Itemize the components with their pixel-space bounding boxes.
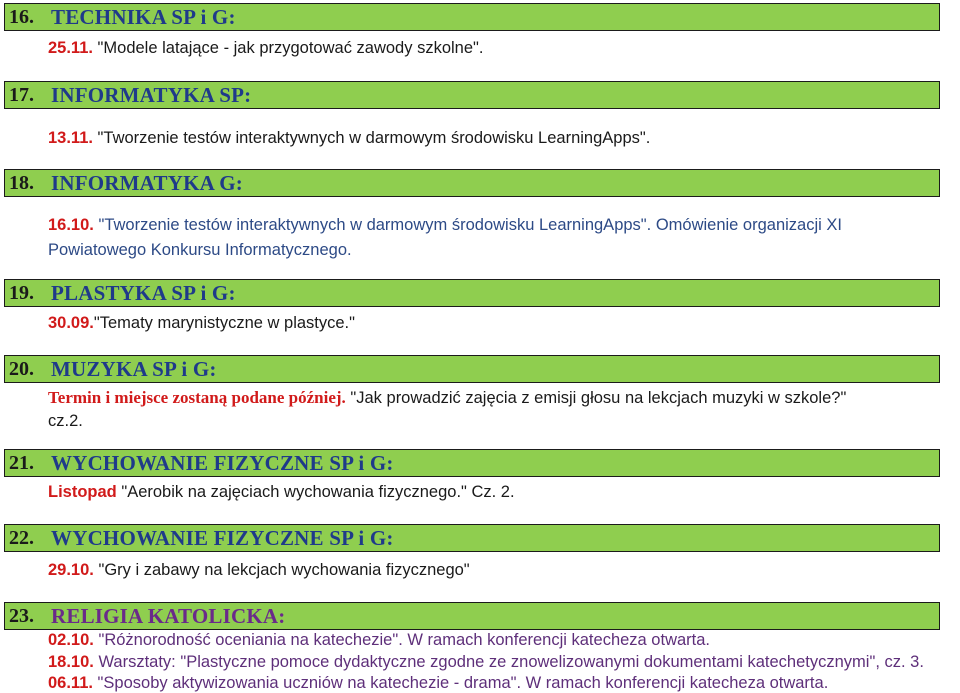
entry-continuation: cz.2.: [48, 412, 83, 430]
section-header-religia: [4, 602, 940, 630]
section-title: RELIGIA KATOLICKA:: [51, 603, 286, 628]
section-header-muzyka: [4, 355, 940, 383]
entry-date: 02.10.: [48, 631, 94, 649]
entry-line: [48, 560, 470, 580]
section-number: 20.: [9, 357, 34, 380]
section-number: 23.: [9, 604, 34, 627]
section-header-informatyka-g: [4, 169, 940, 197]
entry-date: 18.10.: [48, 653, 94, 671]
entry-line: [48, 630, 710, 650]
section-number: 21.: [9, 451, 34, 474]
section-header-plastyka: [4, 279, 940, 307]
section-header-technika: [4, 3, 940, 31]
entry-date: Termin i miejsce zostaną podane później.: [48, 388, 346, 407]
entry-line: [48, 482, 515, 502]
section-header-wf-2: [4, 524, 940, 552]
entry-line: [48, 215, 842, 235]
entry-text: "Tematy marynistyczne w plastyce.": [93, 314, 355, 332]
entry-date: 16.10.: [48, 216, 94, 234]
entry-line: [48, 673, 828, 693]
entry-text: "Tworzenie testów interaktywnych w darmowym środowisku LearningApps".: [92, 129, 651, 147]
entry-date: Listopad: [48, 483, 117, 501]
entry-text: "Różnorodność oceniania na katechezie". W ramach konferencji katecheza otwarta.: [93, 631, 710, 649]
section-title: INFORMATYKA SP:: [51, 82, 252, 107]
entry-line: [48, 652, 924, 672]
entry-text: "Aerobik na zajęciach wychowania fizycznego." Cz. 2.: [116, 483, 515, 501]
section-title: MUZYKA SP i G:: [51, 356, 217, 381]
section-header-informatyka-sp: [4, 81, 940, 109]
section-number: 22.: [9, 526, 34, 549]
section-number: 19.: [9, 281, 34, 304]
entry-date: 29.10.: [48, 561, 94, 579]
entry-date: 13.11.: [48, 129, 93, 147]
section-number: 16.: [9, 5, 34, 28]
entry-text: Warsztaty: "Plastyczne pomoce dydaktyczne zgodne ze znowelizowanymi dokumentami katechetycznymi", cz. 3.: [93, 653, 924, 671]
entry-date: 06.11.: [48, 674, 93, 692]
entry-text: "Sposoby aktywizowania uczniów na katechezie - drama". W ramach konferencji katecheza otwarta.: [92, 674, 829, 692]
entry-date: 30.09.: [48, 314, 94, 332]
entry-line: [48, 128, 650, 148]
entry-line: [48, 313, 355, 333]
entry-text: "Jak prowadzić zajęcia z emisji głosu na lekcjach muzyki w szkole?": [345, 389, 847, 407]
entry-date: 25.11.: [48, 39, 93, 57]
section-title: WYCHOWANIE FIZYCZNE SP i G:: [51, 450, 394, 475]
section-header-wf-1: [4, 449, 940, 477]
section-title: TECHNIKA SP i G:: [51, 4, 236, 29]
section-title: PLASTYKA SP i G:: [51, 280, 236, 305]
section-title: INFORMATYKA G:: [51, 170, 243, 195]
entry-line: [48, 38, 483, 58]
entry-continuation: Powiatowego Konkursu Informatycznego.: [48, 241, 352, 259]
entry-text: "Modele latające - jak przygotować zawody szkolne".: [92, 39, 484, 57]
section-title: WYCHOWANIE FIZYCZNE SP i G:: [51, 525, 394, 550]
section-number: 18.: [9, 171, 34, 194]
entry-line: [48, 388, 846, 408]
section-number: 17.: [9, 83, 34, 106]
entry-text: "Gry i zabawy na lekcjach wychowania fizycznego": [93, 561, 470, 579]
entry-text: "Tworzenie testów interaktywnych w darmowym środowisku LearningApps". Omówienie organizacji XI: [93, 216, 842, 234]
